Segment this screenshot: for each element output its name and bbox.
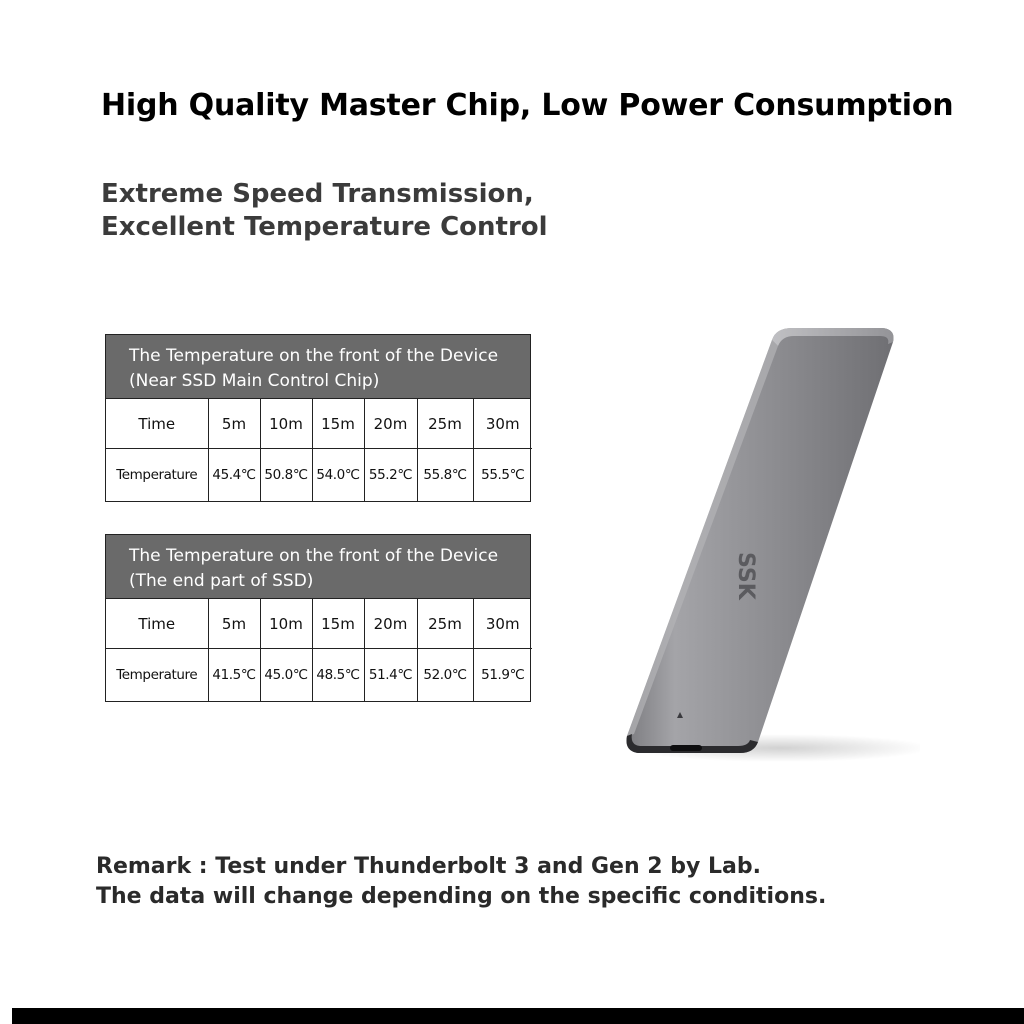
temperature-row <box>106 449 532 502</box>
time-cell: 30m <box>473 399 532 449</box>
subheading-line-1: Extreme Speed Transmission, <box>101 179 534 209</box>
temperature-table-chip <box>105 334 531 502</box>
temperature-cell: 51.9℃ <box>481 667 525 683</box>
subheading-line-2: Excellent Temperature Control <box>101 212 548 242</box>
time-label: Time <box>106 399 208 449</box>
usb-c-port <box>670 745 702 751</box>
temperature-row <box>106 649 532 702</box>
temperature-grid <box>106 399 532 501</box>
temperature-label: Temperature <box>106 449 208 502</box>
time-cell: 15m <box>312 399 364 449</box>
temperature-table-end <box>105 534 531 702</box>
temperature-cell: 41.5℃ <box>208 649 260 702</box>
temperature-cell: 52.0℃ <box>417 649 473 702</box>
bottom-bar <box>12 1008 1024 1024</box>
ssd-enclosure-image <box>600 320 920 780</box>
table-subtitle: (Near SSD Main Control Chip) <box>129 371 380 391</box>
remark-line-1: Remark : Test under Thunderbolt 3 and Gen 2 by Lab. <box>96 854 761 879</box>
time-cell: 20m <box>364 399 417 449</box>
time-label: Time <box>106 599 208 649</box>
temperature-cell: 45.0℃ <box>260 649 312 702</box>
temperature-label: Temperature <box>106 649 208 702</box>
temperature-cell: 50.8℃ <box>260 449 312 502</box>
time-cell: 10m <box>260 599 312 649</box>
time-cell: 5m <box>208 399 260 449</box>
time-cell: 20m <box>364 599 417 649</box>
temperature-cell: 48.5℃ <box>312 649 364 702</box>
time-cell: 10m <box>260 399 312 449</box>
temperature-cell: 45.4℃ <box>208 449 260 502</box>
table-title: The Temperature on the front of the Device <box>129 546 499 566</box>
temperature-cell: 55.2℃ <box>364 449 417 502</box>
remark <box>96 852 996 912</box>
ssk-logo: SSK <box>733 552 758 600</box>
time-row <box>106 399 532 449</box>
time-cell: 25m <box>417 599 473 649</box>
time-cell: 25m <box>417 399 473 449</box>
temperature-cell: 51.4℃ <box>364 649 417 702</box>
time-cell: 5m <box>208 599 260 649</box>
table-header <box>106 535 530 599</box>
time-cell: 15m <box>312 599 364 649</box>
temperature-cell: 55.5℃ <box>481 467 525 483</box>
time-cell: 30m <box>473 599 532 649</box>
time-row <box>106 599 532 649</box>
table-title: The Temperature on the front of the Device <box>129 346 499 366</box>
temperature-cell: 55.8℃ <box>417 449 473 502</box>
temperature-cell: 54.0℃ <box>312 449 364 502</box>
temperature-grid <box>106 599 532 701</box>
subheading <box>101 178 701 244</box>
remark-line-2: The data will change depending on the specific conditions. <box>96 884 827 909</box>
headline: High Quality Master Chip, Low Power Consumption <box>101 88 954 123</box>
table-subtitle: (The end part of SSD) <box>129 571 314 591</box>
table-header <box>106 335 530 399</box>
